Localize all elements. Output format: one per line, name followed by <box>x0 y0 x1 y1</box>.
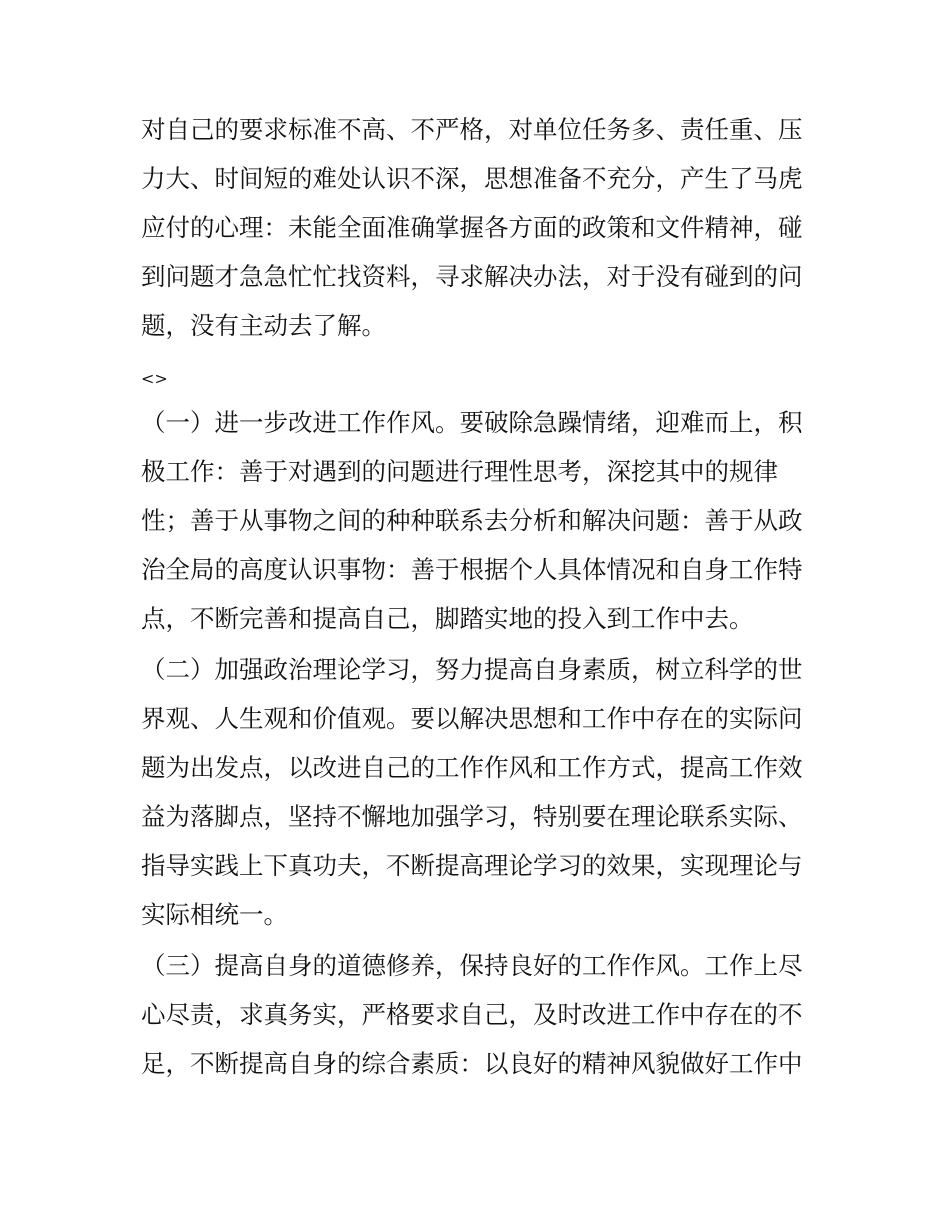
paragraph-line: 力大、时间短的难处认识不深，思想准备不充分，产生了马虎 <box>141 164 803 193</box>
section-3-line: 心尽责，求真务实，严格要求自己，及时改进工作中存在的不 <box>141 1000 803 1029</box>
section-1-line: 点，不断完善和提高自己，脚踏实地的投入到工作中去。 <box>141 604 754 633</box>
paragraph-line: 题，没有主动去了解。 <box>141 311 386 340</box>
section-1-line: 极工作：善于对遇到的问题进行理性思考，深挖其中的规律 <box>141 457 778 486</box>
section-2-line: 题为出发点，以改进自己的工作作风和工作方式，提高工作效 <box>141 753 803 782</box>
section-1-line: 治全局的高度认识事物：善于根据个人具体情况和自身工作特 <box>141 555 803 584</box>
section-3-line: （三）提高自身的道德修养，保持良好的工作作风。工作上尽 <box>141 951 803 980</box>
paragraph-line: 到问题才急急忙忙找资料，寻求解决办法，对于没有碰到的问 <box>141 262 803 291</box>
section-1-line: 性；善于从事物之间的种种联系去分析和解决问题：善于从政 <box>141 506 803 535</box>
section-marker: <> <box>141 369 168 388</box>
paragraph-line: 应付的心理：未能全面准确掌握各方面的政策和文件精神，碰 <box>141 213 803 242</box>
section-2-line: 界观、人生观和价值观。要以解决思想和工作中存在的实际问 <box>141 704 803 733</box>
section-3-line: 足，不断提高自身的综合素质：以良好的精神风貌做好工作中 <box>141 1049 803 1078</box>
paragraph-line: 对自己的要求标准不高、不严格，对单位任务多、责任重、压 <box>141 115 803 144</box>
section-2-line: 指导实践上下真功夫，不断提高理论学习的效果，实现理论与 <box>141 851 803 880</box>
section-2-line: （二）加强政治理论学习，努力提高自身素质，树立科学的世 <box>141 655 803 684</box>
section-2-line: 实际相统一。 <box>141 900 288 929</box>
section-1-line: （一）进一步改进工作作风。要破除急躁情绪，迎难而上，积 <box>141 408 803 437</box>
section-2-line: 益为落脚点，坚持不懈地加强学习，特别要在理论联系实际、 <box>141 802 803 831</box>
